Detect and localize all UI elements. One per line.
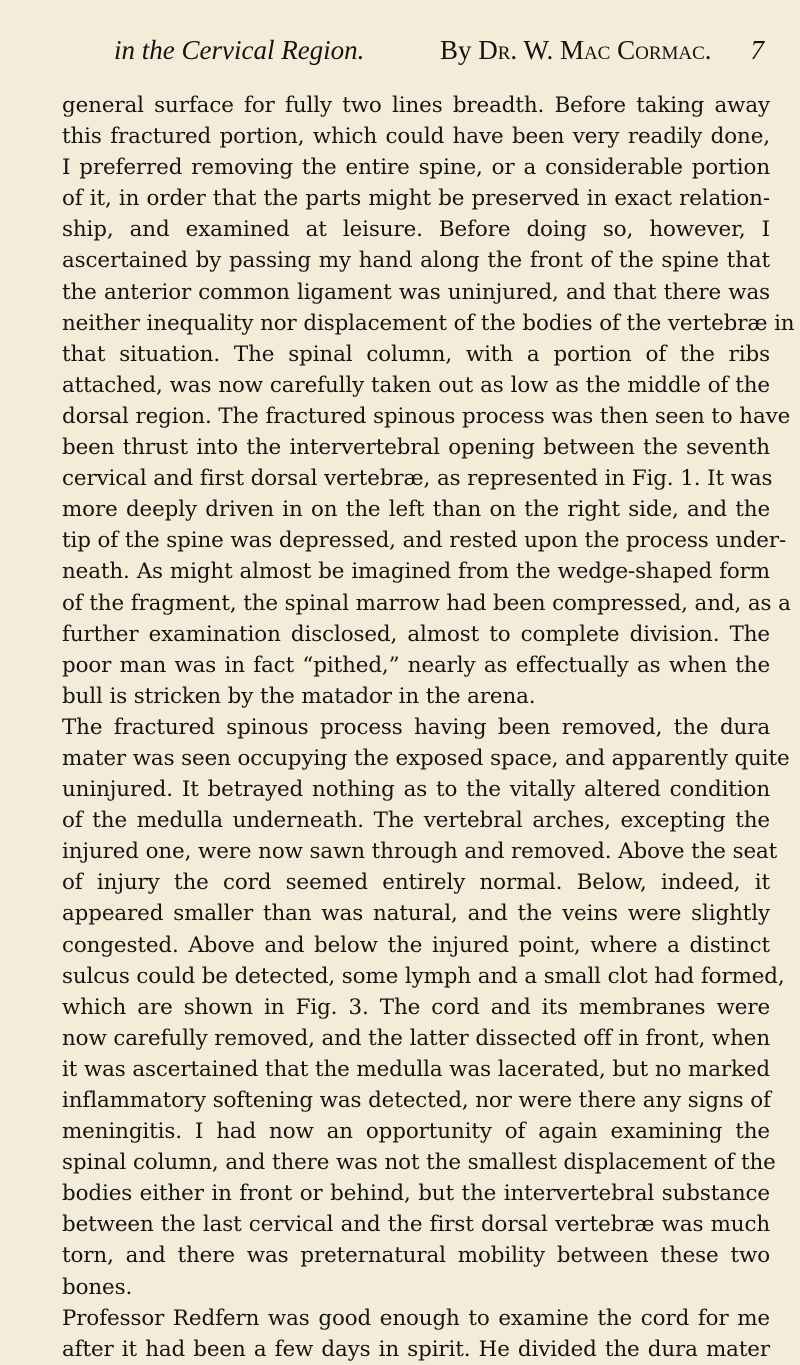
text-line: bodies either in front or behind, but the intervertebral substance xyxy=(62,1181,770,1207)
text-line: of the fragment, the spinal marrow had been compressed, and, as a xyxy=(62,590,791,616)
text-line: injured one, were now sawn through and removed. Above the seat xyxy=(62,839,778,865)
page-number: 7 xyxy=(750,35,764,65)
text-line: of the medulla underneath. The vertebral arches, excepting the xyxy=(62,808,770,834)
text-line: torn, and there was preternatural mobility between these two xyxy=(62,1243,770,1269)
text-line: of it, in order that the parts might be preserved in exact relation- xyxy=(62,186,770,212)
text-line: uninjured. It betrayed nothing as to the vitally altered condition xyxy=(62,777,770,803)
text-line: neither inequality nor displacement of the bodies of the vertebræ in xyxy=(62,310,795,336)
text-line: inflammatory softening was detected, nor were there any signs of xyxy=(62,1088,771,1113)
body-text xyxy=(62,90,795,1365)
text-line: further examination disclosed, almost to complete division. The xyxy=(62,621,770,647)
text-line: of injury the cord seemed entirely normal. Below, indeed, it xyxy=(62,870,770,896)
text-line: the anterior common ligament was uninjured, and that there was xyxy=(62,279,770,305)
text-line: appeared smaller than was natural, and the veins were slightly xyxy=(62,901,770,927)
text-line: I preferred removing the entire spine, or a considerable portion xyxy=(62,155,770,181)
text-line: between the last cervical and the first dorsal vertebræ was much xyxy=(62,1212,770,1238)
text-line: been thrust into the intervertebral opening between the seventh xyxy=(62,435,770,461)
text-line: it was ascertained that the medulla was lacerated, but no marked xyxy=(62,1056,770,1082)
text-line: congested. Above and below the injured point, where a distinct xyxy=(62,932,770,958)
text-line: Professor Redfern was good enough to examine the cord for me xyxy=(62,1305,770,1331)
text-line: ship, and examined at leisure. Before doing so, however, I xyxy=(62,217,770,243)
running-head xyxy=(62,28,770,72)
text-line: poor man was in fact “pithed,” nearly as effectually as when the xyxy=(62,652,770,678)
running-title: in the Cervical Region. xyxy=(114,35,365,65)
text-line: The fractured spinous process having been removed, the dura xyxy=(62,714,770,740)
text-line: more deeply driven in on the left than on the right side, and the xyxy=(62,497,770,523)
author-name: Dr. W. Mac Cormac. xyxy=(478,35,712,65)
text-line: that situation. The spinal column, with a portion of the ribs xyxy=(62,341,770,367)
text-line: ascertained by passing my hand along the front of the spine that xyxy=(62,248,770,274)
text-line: after it had been a few days in spirit. He divided the dura mater xyxy=(62,1336,770,1362)
text-line: tip of the spine was depressed, and rested upon the process under- xyxy=(62,528,787,554)
text-line: now carefully removed, and the latter dissected off in front, when xyxy=(62,1025,770,1051)
text-line: spinal column, and there was not the smallest displacement of the xyxy=(62,1150,776,1176)
text-line: dorsal region. The fractured spinous process was then seen to have xyxy=(62,403,791,429)
text-line: neath. As might almost be imagined from the wedge-shaped form xyxy=(62,559,770,585)
author-prefix: By xyxy=(440,35,472,65)
text-line: bones. xyxy=(62,1274,133,1300)
text-line: which are shown in Fig. 3. The cord and its membranes were xyxy=(62,994,770,1020)
text-line: meningitis. I had now an opportunity of again examining the xyxy=(62,1119,770,1145)
text-line: general surface for fully two lines breadth. Before taking away xyxy=(62,93,770,118)
text-line: mater was seen occupying the exposed space, and apparently quite xyxy=(62,745,790,771)
text-line: attached, was now carefully taken out as low as the middle of the xyxy=(62,372,770,398)
text-line: cervical and first dorsal vertebræ, as represented in Fig. 1. It was xyxy=(62,466,773,492)
text-line: bull is stricken by the matador in the arena. xyxy=(62,683,536,709)
text-line: sulcus could be detected, some lymph and a small clot had formed, xyxy=(62,963,785,989)
text-line: this fractured portion, which could have been very readily done, xyxy=(62,124,770,150)
running-author xyxy=(440,28,712,72)
